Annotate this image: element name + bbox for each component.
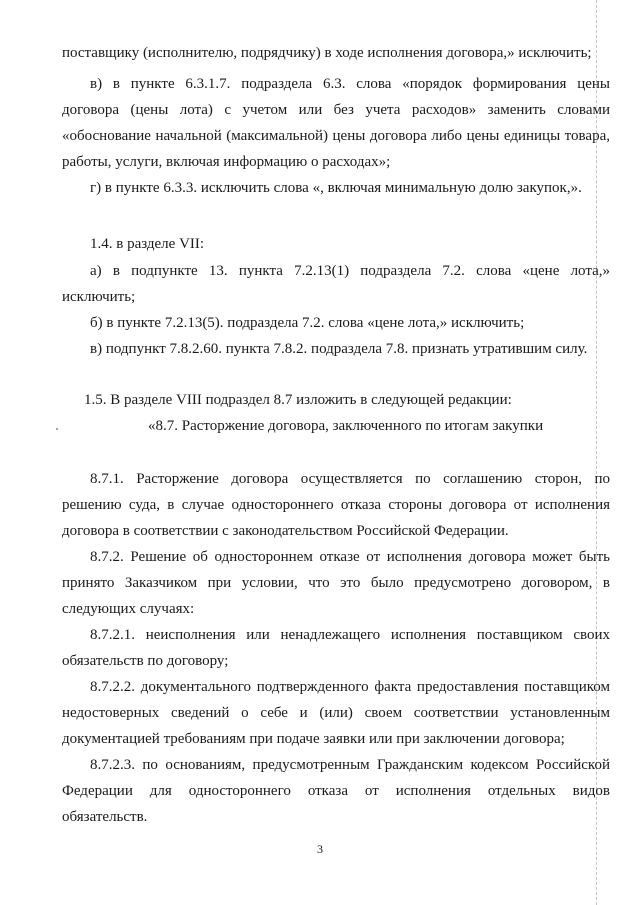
page-number: 3 bbox=[317, 842, 323, 856]
doc-line-22: 8.7.2.2. документального подтвержденного факта предоставления поставщиком bbox=[90, 679, 610, 695]
doc-line-5: работы, услуги, включая информацию о расходах»; bbox=[62, 154, 391, 170]
section-1-5-heading: 1.5. В разделе VIII подраздел 8.7 изложить в следующей редакции: bbox=[84, 392, 512, 408]
scan-speck bbox=[56, 428, 58, 430]
doc-line-19: следующих случаях: bbox=[62, 601, 195, 617]
subsection-8-7-title: «8.7. Расторжение договора, заключенного по итогам закупки bbox=[148, 418, 544, 434]
doc-line-3: договора (цены лота) с учетом или без учета расходов» заменить словами bbox=[62, 102, 610, 118]
section-1-4-heading: 1.4. в разделе VII: bbox=[90, 236, 205, 252]
doc-line-18: принято Заказчиком при условии, что это было предусмотрено договором, в bbox=[62, 575, 610, 591]
doc-line-8: а) в подпункте 13. пункта 7.2.13(1) подраздела 7.2. слова «цене лота,» bbox=[90, 263, 610, 279]
doc-line-14: 8.7.1. Расторжение договора осуществляется по соглашению сторон, по bbox=[90, 471, 610, 487]
doc-line-26: Федерации для одностороннего отказа от исполнения отдельных видов bbox=[62, 783, 610, 799]
doc-line-15: решению суда, в случае одностороннего отказа стороны договора от исполнения bbox=[62, 497, 610, 513]
doc-line-6: г) в пункте 6.3.3. исключить слова «, включая минимальную долю закупок,». bbox=[90, 180, 582, 196]
doc-line-4: «обоснование начальной (максимальной) цены договора либо цены единицы товара, bbox=[62, 128, 610, 144]
doc-line-24: документацией требованиям при подаче заявки или при заключении договора; bbox=[62, 731, 565, 747]
doc-line-27: обязательств. bbox=[62, 809, 148, 825]
doc-line-11: в) подпункт 7.8.2.60. пункта 7.8.2. подраздела 7.8. признать утратившим силу. bbox=[90, 341, 588, 357]
doc-line-1: поставщику (исполнителю, подрядчику) в ходе исполнения договора,» исключить; bbox=[62, 45, 592, 61]
doc-line-25: 8.7.2.3. по основаниям, предусмотренным Гражданским кодексом Российской bbox=[90, 757, 610, 773]
doc-line-20: 8.7.2.1. неисполнения или ненадлежащего исполнения поставщиком своих bbox=[90, 627, 610, 643]
doc-line-23: недостоверных сведений о себе и (или) своем соответствии установленным bbox=[62, 705, 610, 721]
doc-line-10: б) в пункте 7.2.13(5). подраздела 7.2. слова «цене лота,» исключить; bbox=[90, 315, 525, 331]
doc-line-16: договора в соответствии с законодательством Российской Федерации. bbox=[62, 523, 509, 539]
doc-line-21: обязательств по договору; bbox=[62, 653, 229, 669]
doc-line-9: исключить; bbox=[62, 289, 136, 305]
doc-line-17: 8.7.2. Решение об одностороннем отказе от исполнения договора может быть bbox=[90, 549, 610, 565]
doc-line-2: в) в пункте 6.3.1.7. подраздела 6.3. слова «порядок формирования цены bbox=[90, 76, 610, 92]
